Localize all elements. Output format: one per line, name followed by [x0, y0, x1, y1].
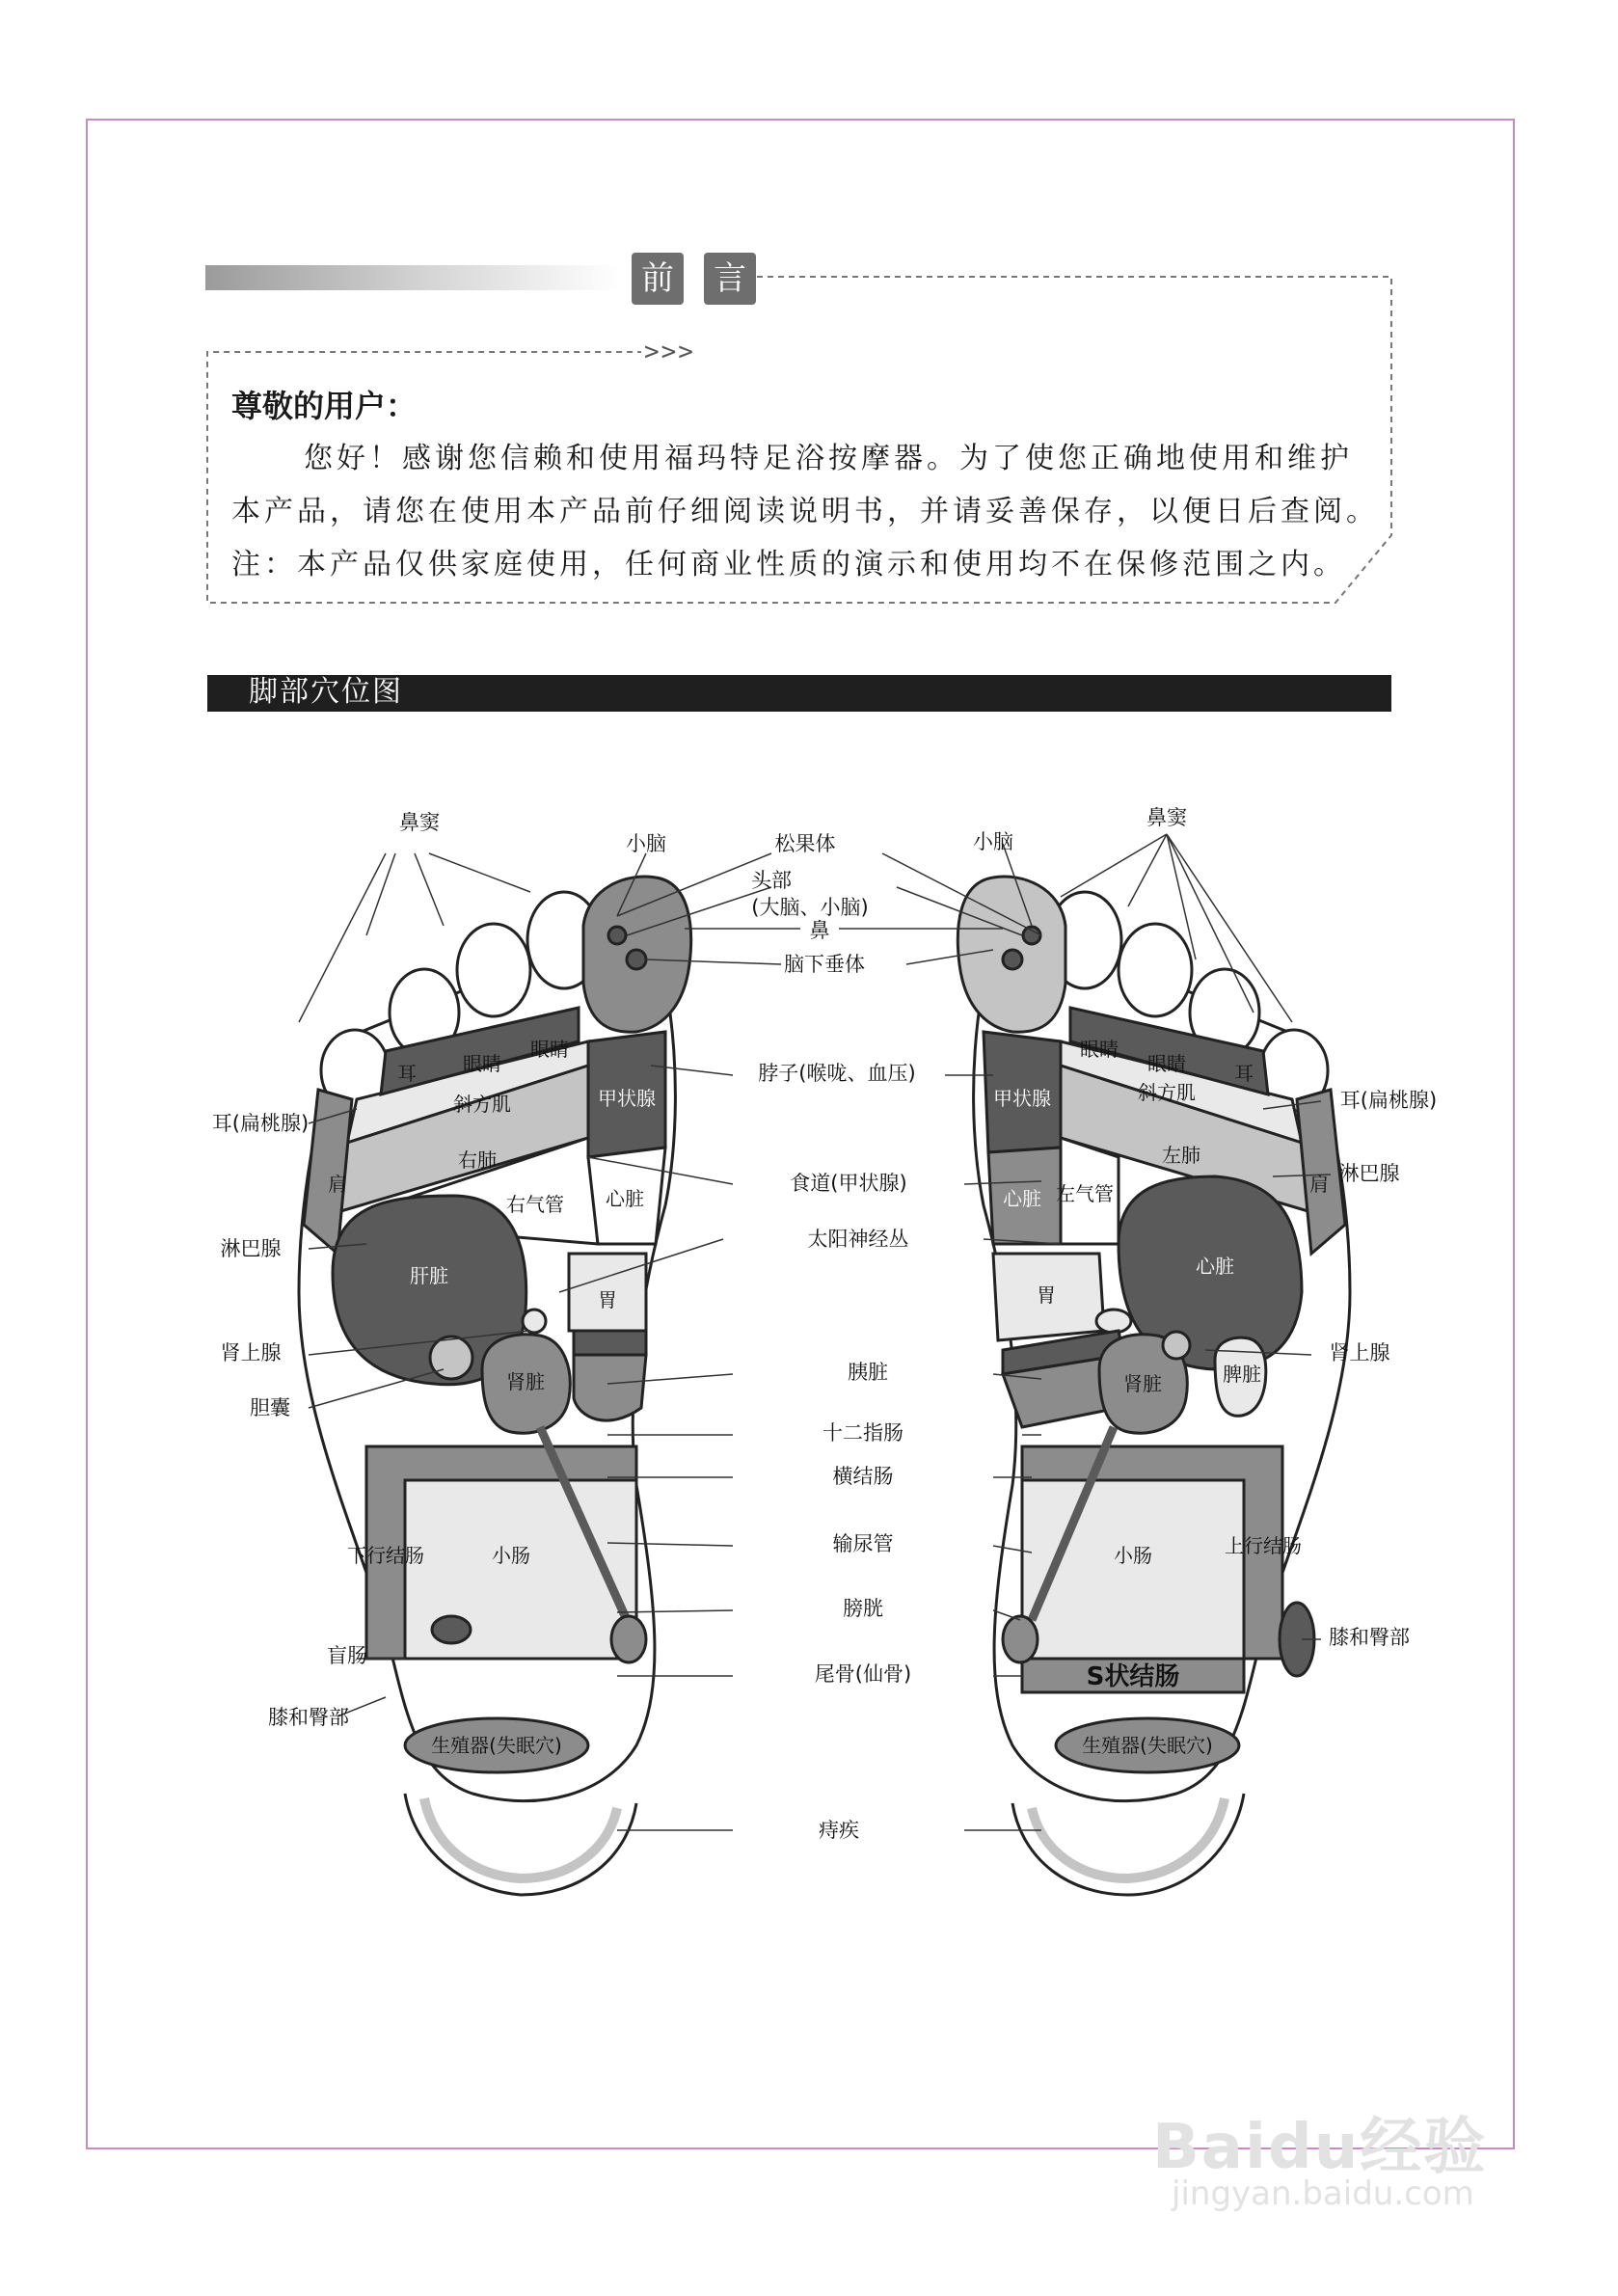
label-right-trapezius: 斜方肌	[1138, 1081, 1196, 1104]
label-right-ear-tonsil: 耳(扁桃腺)	[1339, 1089, 1438, 1112]
label-left-cerebellum: 小脑	[626, 832, 666, 855]
label-right-knee-hip: 膝和臀部	[1329, 1626, 1410, 1649]
label-pineal: 松果体	[774, 832, 836, 855]
right-adrenal	[1096, 1310, 1131, 1333]
left-adrenal	[523, 1310, 546, 1333]
foot-reflexology-chart	[193, 791, 1446, 1986]
left-big-toe-dot-1	[608, 927, 626, 944]
label-left-ear-tonsil: 耳(扁桃腺)	[211, 1112, 310, 1135]
label-right-lung: 左肺	[1162, 1144, 1200, 1167]
label-left-adrenal: 肾上腺	[220, 1341, 282, 1364]
label-pituitary: 脑下垂体	[784, 953, 865, 976]
label-right-sinus: 鼻窦	[1146, 806, 1187, 829]
label-left-knee-hip: 膝和臀部	[268, 1706, 349, 1729]
left-toe-3	[457, 924, 530, 1016]
label-right-genital: 生殖器(失眠穴)	[1082, 1734, 1213, 1757]
label-left-bronchus: 右气管	[506, 1193, 564, 1216]
right-big-toe-dot-1	[1023, 927, 1040, 944]
section-title: 脚部穴位图	[249, 675, 403, 709]
label-esophagus: 食道(甲状腺)	[790, 1172, 907, 1195]
intro-line-1: 您好！感谢您信赖和使用福玛特足浴按摩器。为了使您正确地使用和维护	[304, 442, 1353, 475]
center-labels	[751, 832, 916, 1842]
left-cecum	[432, 1616, 471, 1643]
label-right-heart: 心脏	[1196, 1255, 1234, 1278]
label-left-eye-2: 眼睛	[530, 1038, 569, 1061]
label-ureter: 输尿管	[832, 1532, 894, 1555]
label-right-thyroid: 甲状腺	[993, 1087, 1051, 1110]
label-left-shoulder: 肩	[328, 1173, 347, 1196]
label-right-ascending-colon: 上行结肠	[1225, 1534, 1302, 1557]
label-right-stomach: 胃	[1037, 1283, 1056, 1307]
left-pancreas	[574, 1331, 646, 1355]
label-left-eye-1: 眼睛	[463, 1052, 501, 1075]
right-toe-3	[1119, 924, 1192, 1016]
label-right-eye-2: 眼睛	[1080, 1038, 1119, 1061]
label-right-kidney: 肾脏	[1123, 1372, 1162, 1395]
left-big-toe-dot-2	[627, 950, 646, 969]
label-right-eye-1: 眼睛	[1147, 1052, 1186, 1075]
label-left-lymph: 淋巴腺	[220, 1237, 282, 1260]
label-left-small-intestine: 小肠	[492, 1544, 530, 1567]
left-heel-arc-inner	[424, 1798, 617, 1878]
label-left-ear: 耳	[397, 1062, 417, 1085]
label-coccyx: 尾骨(仙骨)	[814, 1662, 912, 1686]
preface-title-char-2: 言	[704, 253, 756, 305]
label-right-adrenal: 肾上腺	[1329, 1341, 1390, 1364]
left-bladder	[611, 1616, 646, 1662]
baidu-watermark	[1152, 2059, 1538, 2232]
label-right-cerebellum: 小脑	[973, 830, 1013, 853]
watermark-url: jingyan.baidu.com	[1172, 2174, 1474, 2213]
label-nose: 鼻	[809, 919, 830, 942]
label-left-thyroid: 甲状腺	[598, 1087, 656, 1110]
label-left-gallbladder: 胆囊	[250, 1396, 290, 1419]
label-left-liver: 肝脏	[410, 1264, 448, 1287]
label-right-shoulder: 肩	[1309, 1173, 1329, 1196]
label-left-genital: 生殖器(失眠穴)	[431, 1734, 562, 1757]
label-left-trapezius: 斜方肌	[453, 1093, 511, 1116]
label-head-sub: (大脑、小脑)	[751, 896, 869, 919]
label-transverse-colon: 横结肠	[832, 1465, 894, 1488]
label-hemorrhoids: 痔疾	[819, 1819, 859, 1842]
intro-line-3: 注：本产品仅供家庭使用，任何商业性质的演示和使用均不在保修范围之内。	[231, 548, 1346, 581]
label-right-ear: 耳	[1234, 1062, 1254, 1085]
label-right-heart-small: 心脏	[1003, 1187, 1041, 1210]
label-right-small-intestine: 小肠	[1114, 1544, 1152, 1567]
label-duodenum: 十二指肠	[822, 1421, 903, 1445]
right-bladder	[1003, 1616, 1038, 1662]
label-pancreas: 胰脏	[848, 1361, 888, 1384]
label-head: 头部	[751, 869, 792, 892]
right-kidney-dot	[1163, 1332, 1190, 1359]
right-heel-arc-inner	[1032, 1798, 1225, 1878]
left-gallbladder	[430, 1337, 472, 1379]
label-left-stomach: 胃	[598, 1288, 617, 1311]
label-left-heart: 心脏	[606, 1187, 644, 1210]
label-right-spleen: 脾脏	[1223, 1363, 1261, 1386]
label-left-sinus: 鼻窦	[399, 811, 440, 834]
label-solar-plexus: 太阳神经丛	[807, 1228, 909, 1251]
watermark-logo: Baidu经验	[1152, 2112, 1488, 2183]
label-left-descending-colon: 下行结肠	[347, 1544, 424, 1567]
greeting-heading: 尊敬的用户：	[231, 388, 418, 424]
preface-title-char-1: 前	[632, 253, 684, 305]
label-left-lung: 右肺	[458, 1148, 497, 1172]
label-left-kidney: 肾脏	[506, 1370, 545, 1393]
arrow-decoration: >>>	[644, 338, 695, 366]
intro-line-2: 本产品，请您在使用本产品前仔细阅读说明书，并请妥善保存，以便日后查阅。	[231, 495, 1379, 528]
label-bladder: 膀胱	[843, 1597, 883, 1620]
label-left-cecum: 盲肠	[327, 1644, 367, 1667]
label-right-sigmoid: S状结肠	[1086, 1662, 1180, 1691]
label-right-lymph: 淋巴腺	[1338, 1162, 1400, 1185]
header-gradient-bar	[205, 265, 620, 290]
label-neck: 脖子(喉咙、血压)	[758, 1062, 916, 1085]
label-right-bronchus: 左气管	[1056, 1182, 1114, 1205]
left-duodenum	[574, 1355, 646, 1420]
right-big-toe-dot-2	[1003, 950, 1022, 969]
